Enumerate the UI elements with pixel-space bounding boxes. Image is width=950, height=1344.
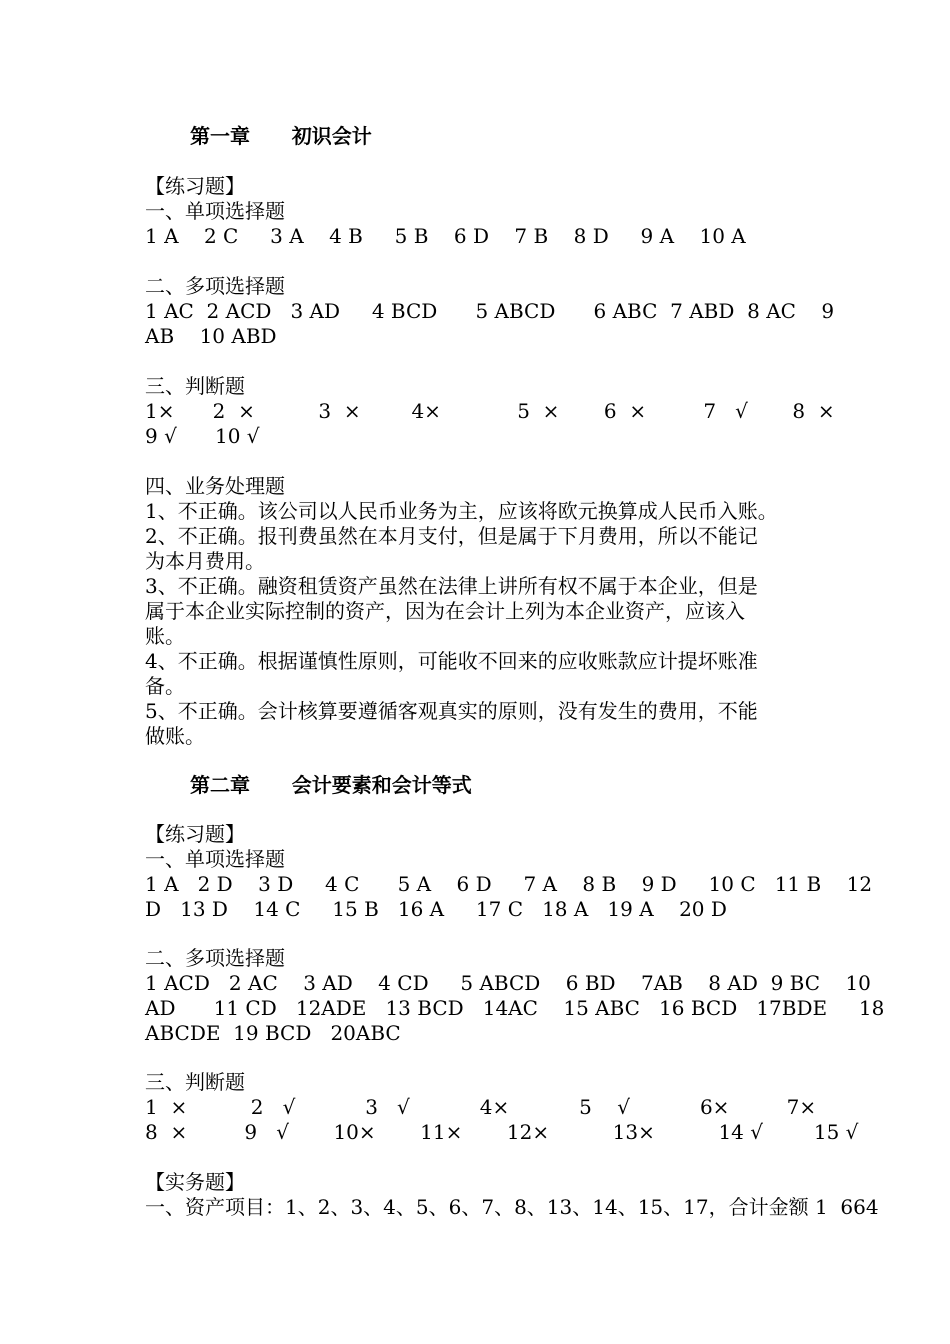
answer-line: ABCDE 19 BCD 20ABC [145, 1021, 401, 1045]
section-heading: 一、单项选择题 [145, 199, 285, 223]
paragraph-line: 5、不正确。会计核算要遵循客观真实的原则，没有发生的费用，不能 [145, 699, 758, 723]
paragraph-line: 账。 [145, 624, 185, 648]
answer-line: 1 AC 2 ACD 3 AD 4 BCD 5 ABCD 6 ABC 7 ABD 8 AC 9 [145, 299, 835, 323]
answer-line: D 13 D 14 C 15 B 16 A 17 C 18 A 19 A 20 D [145, 897, 727, 921]
section-heading: 四、业务处理题 [145, 474, 285, 498]
answer-line: AD 11 CD 12ADE 13 BCD 14AC 15 ABC 16 BCD 17BDE 18 [145, 996, 885, 1020]
section-heading: 三、判断题 [145, 1070, 245, 1094]
paragraph-line: 一、资产项目：1、2、3、4、5、6、7、8、13、14、15、17，合计金额 1 664 [145, 1195, 879, 1219]
answer-line: 1 A 2 D 3 D 4 C 5 A 6 D 7 A 8 B 9 D 10 C 11 B 12 [145, 872, 873, 896]
chapter-1-title: 第一章 初识会计 [190, 124, 372, 148]
answer-line: 1× 2 × 3 × 4× 5 × 6 × 7 √ 8 × [145, 399, 835, 423]
paragraph-line: 做账。 [145, 724, 205, 748]
section-heading: 一、单项选择题 [145, 847, 285, 871]
paragraph-line: 4、不正确。根据谨慎性原则，可能收不回来的应收账款应计提坏账准 [145, 649, 758, 673]
answer-line: 1 A 2 C 3 A 4 B 5 B 6 D 7 B 8 D 9 A 10 A [145, 224, 746, 248]
practical-label: 【实务题】 [145, 1170, 245, 1194]
section-heading: 三、判断题 [145, 374, 245, 398]
section-heading: 二、多项选择题 [145, 946, 285, 970]
chapter-2-title: 第二章 会计要素和会计等式 [190, 773, 472, 797]
answer-line: 9 √ 10 √ [145, 424, 260, 448]
answer-line: 1 ACD 2 AC 3 AD 4 CD 5 ABCD 6 BD 7AB 8 AD 9 BC 10 [145, 971, 871, 995]
section-heading: 二、多项选择题 [145, 274, 285, 298]
answer-line: 1 × 2 √ 3 √ 4× 5 √ 6× 7× [145, 1095, 817, 1119]
practice-label: 【练习题】 [145, 822, 245, 846]
paragraph-line: 备。 [145, 674, 185, 698]
paragraph-line: 为本月费用。 [145, 549, 265, 573]
paragraph-line: 3、不正确。融资租赁资产虽然在法律上讲所有权不属于本企业，但是 [145, 574, 758, 598]
practice-label: 【练习题】 [145, 174, 245, 198]
paragraph-line: 1、不正确。该公司以人民币业务为主，应该将欧元换算成人民币入账。 [145, 499, 778, 523]
paragraph-line: 2、不正确。报刊费虽然在本月支付，但是属于下月费用，所以不能记 [145, 524, 758, 548]
paragraph-line: 属于本企业实际控制的资产，因为在会计上列为本企业资产，应该入 [145, 599, 745, 623]
answer-line: AB 10 ABD [145, 324, 277, 348]
answer-line: 8 × 9 √ 10× 11× 12× 13× 14 √ 15 √ [145, 1120, 859, 1144]
